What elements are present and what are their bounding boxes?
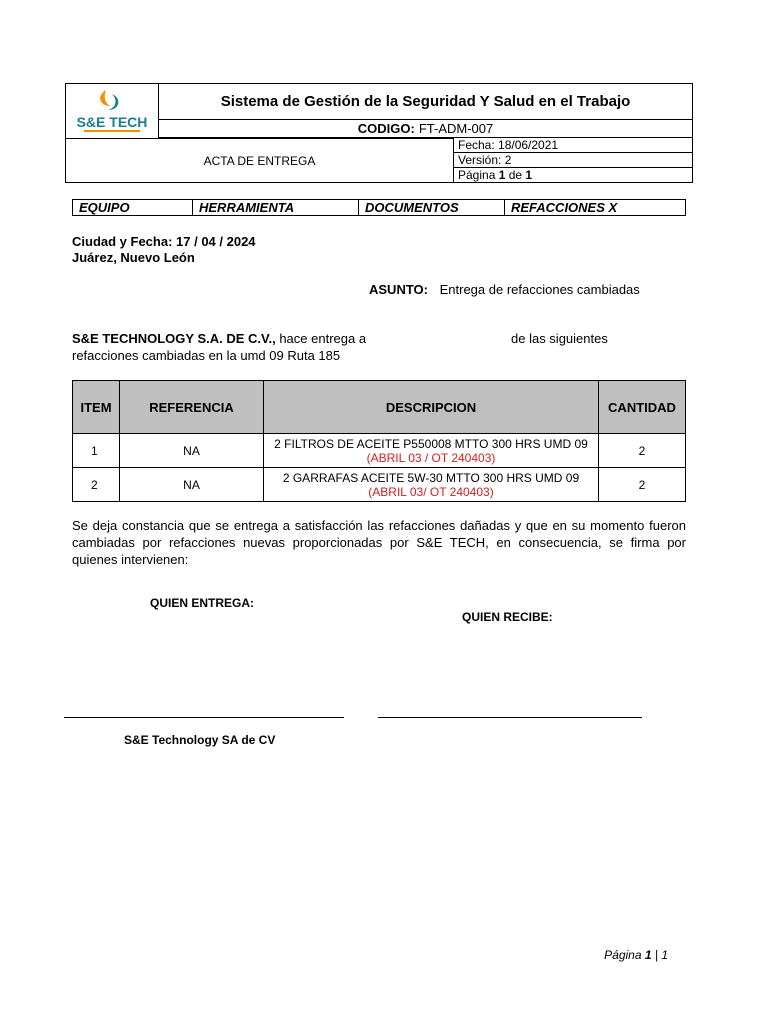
pagina-mid: de: [505, 168, 526, 182]
document-meta: [453, 138, 692, 182]
table-header-row: [73, 381, 686, 434]
intro-text-1: hace entrega a: [275, 331, 367, 346]
header-cantidad: CANTIDAD: [599, 381, 686, 434]
header-item: ITEM: [73, 381, 120, 434]
document-header: [65, 83, 693, 183]
document-code: [159, 120, 692, 138]
asunto-value: Entrega de refacciones cambiadas: [439, 282, 640, 297]
row-desc-note: (ABRIL 03/ OT 240403): [368, 484, 494, 499]
category-bar: [72, 199, 686, 216]
logo-cell: [66, 84, 159, 138]
category-herramienta: HERRAMIENTA: [193, 200, 359, 215]
row-desc-text: 2 FILTROS DE ACEITE P550008 MTTO 300 HRS UMD 09: [274, 436, 588, 451]
asunto: [369, 282, 640, 297]
row-desc-note: (ABRIL 03 / OT 240403): [366, 450, 496, 465]
row-descripcion: [264, 434, 599, 468]
signature-line-recibe: [378, 717, 642, 718]
code-value: FT-ADM-007: [418, 121, 494, 136]
ciudad: Juárez, Nuevo León: [72, 250, 195, 265]
footer-sep: | 1: [651, 948, 668, 962]
page-footer: [604, 948, 668, 962]
intro-line-2: refacciones cambiadas en la umd 09 Ruta 185: [72, 348, 341, 363]
header-descripcion: DESCRIPCION: [264, 381, 599, 434]
row-item: 2: [73, 468, 120, 502]
intro-company: S&E TECHNOLOGY S.A. DE C.V.,: [72, 331, 276, 346]
meta-pagina: [454, 168, 692, 183]
intro-line-1: [72, 331, 366, 346]
row-cantidad: 2: [599, 468, 686, 502]
footer-num: 1: [644, 948, 652, 962]
signature-line-entrega: [64, 717, 344, 718]
constancia-paragraph: Se deja constancia que se entrega a satisfacción las refacciones dañadas y que en su momento fueron cambiadas por refacciones nuevas proporcionadas por S&E TECH, en consecuencia, se firma por quienes intervienen:: [72, 518, 686, 567]
meta-version: Versión: 2: [454, 153, 692, 168]
pagina-total: 1: [525, 168, 533, 182]
logo-text: S&E TECH: [76, 114, 148, 130]
company-logo: [66, 84, 159, 138]
quien-recibe-label: QUIEN RECIBE:: [462, 610, 553, 624]
category-refacciones: REFACCIONES X: [511, 200, 618, 215]
footer-prefix: Página: [604, 948, 645, 962]
pagina-num: 1: [498, 168, 506, 182]
document-type: ACTA DE ENTREGA: [66, 138, 453, 182]
system-title: Sistema de Gestión de la Seguridad Y Salud en el Trabajo: [159, 84, 692, 120]
row-item: 1: [73, 434, 120, 468]
category-equipo: EQUIPO: [73, 200, 193, 215]
items-table: [72, 380, 686, 502]
quien-entrega-label: QUIEN ENTREGA:: [150, 596, 255, 610]
ciudad-fecha: Ciudad y Fecha: 17 / 04 / 2024: [72, 234, 256, 249]
meta-fecha: Fecha: 18/06/2021: [454, 138, 692, 153]
pagina-prefix: Página: [458, 168, 499, 182]
asunto-label: ASUNTO:: [369, 282, 428, 297]
table-row: [73, 468, 686, 502]
category-documentos: DOCUMENTOS: [359, 200, 505, 215]
header-referencia: REFERENCIA: [120, 381, 264, 434]
row-descripcion: [264, 468, 599, 502]
code-label: CODIGO:: [357, 121, 415, 136]
signer-company: S&E Technology SA de CV: [124, 733, 276, 747]
table-row: [73, 434, 686, 468]
row-cantidad: 2: [599, 434, 686, 468]
row-referencia: NA: [120, 468, 264, 502]
row-desc-text: 2 GARRAFAS ACEITE 5W-30 MTTO 300 HRS UMD 09: [282, 470, 580, 485]
row-referencia: NA: [120, 434, 264, 468]
intro-text-2: de las siguientes: [511, 331, 608, 346]
